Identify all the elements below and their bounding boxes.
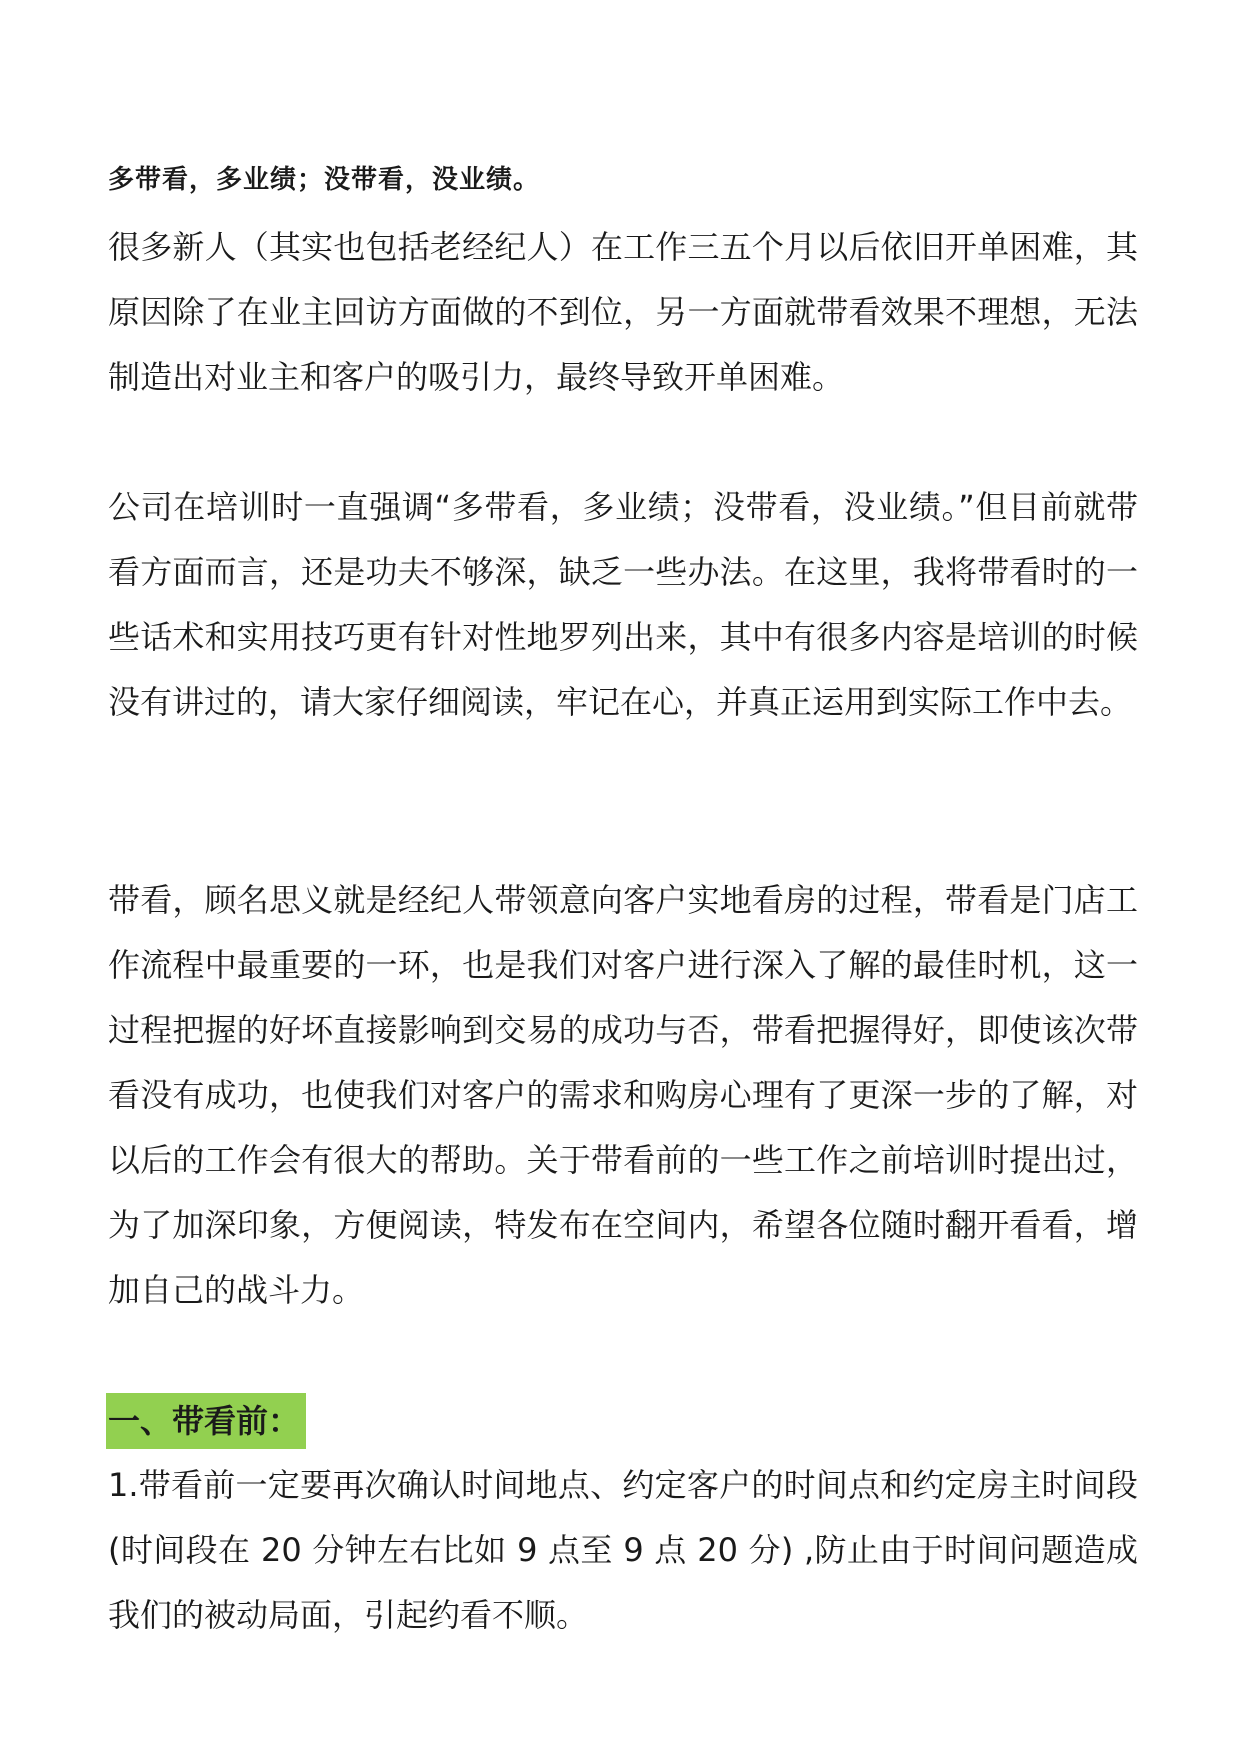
training-paragraph: 公司在培训时一直强调“多带看，多业绩；没带看，没业绩。”但目前就带看方面而言，还是功夫不够深，缺乏一些办法。在这里，我将带看时的一些话术和实用技巧更有针对性地罗列出来，其中有很多内容是培训的时候没有讲过的，请大家仔细阅读，牢记在心，并真正运用到实际工作中去。 xyxy=(108,488,1138,721)
section-item-1: 1.带看前一定要再次确认时间地点、约定客户的时间点和约定房主时间段(时间段在 20 分钟左右比如 9 点至 9 点 20 分) ,防止由于时间问题造成我们的被动局面，引起约看不顺。 xyxy=(108,1466,1138,1634)
definition-paragraph: 带看，顾名思义就是经纪人带领意向客户实地看房的过程，带看是门店工作流程中最重要的一环，也是我们对客户进行深入了解的最佳时机，这一过程把握的好坏直接影响到交易的成功与否，带看把握得好，即使该次带看没有成功，也使我们对客户的需求和购房心理有了更深一步的了解，对以后的工作会有很大的帮助。关于带看前的一些工作之前培训时提出过，为了加深印象，方便阅读，特发布在空间内，希望各位随时翻开看看，增加自己的战斗力。 xyxy=(108,881,1138,1309)
slogan: 多带看，多业绩；没带看，没业绩。 xyxy=(108,165,541,195)
intro-paragraph: 很多新人（其实也包括老经纪人）在工作三五个月以后依旧开单困难，其原因除了在业主回访方面做的不到位，另一方面就带看效果不理想，无法制造出对业主和客户的吸引力，最终导致开单困难。 xyxy=(108,228,1138,396)
section-heading-before-viewing: 一、带看前： xyxy=(106,1393,306,1449)
